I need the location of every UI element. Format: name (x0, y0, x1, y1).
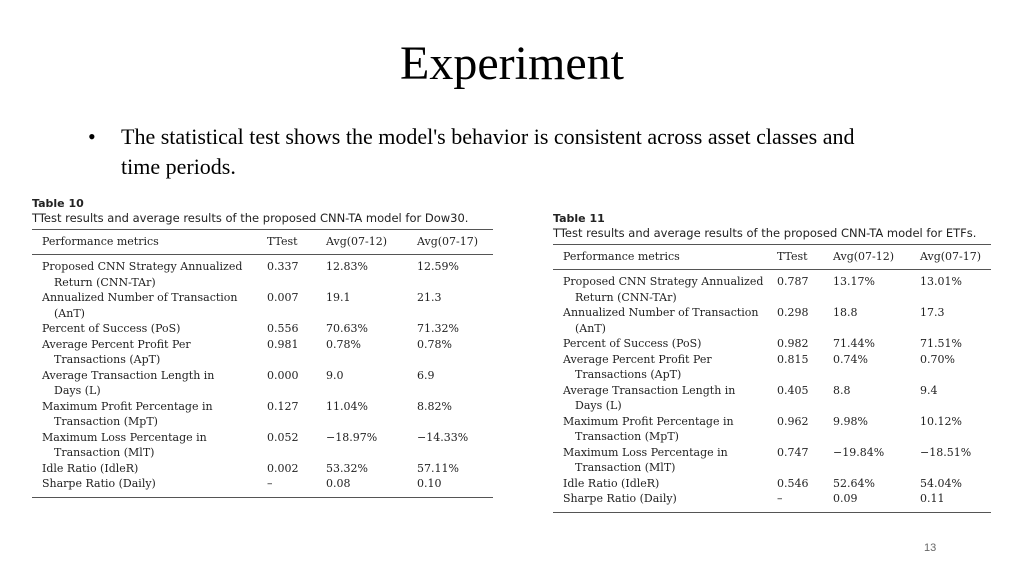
table-row (32, 430, 493, 461)
ttest-cell: 0.052 (267, 430, 299, 444)
avg-07-12-cell: 19.1 (326, 291, 351, 304)
avg-07-12-cell: 0.08 (326, 477, 351, 490)
column-header: Performance metrics (32, 230, 257, 255)
metric-name: Average Transaction Length in (563, 383, 736, 397)
avg-07-17-cell: −14.33% (417, 430, 469, 444)
metric-name: (AnT) (54, 306, 85, 320)
table-row (553, 476, 991, 492)
table-row (32, 399, 493, 430)
metric-name: Transaction (MlT) (54, 446, 155, 459)
avg-07-12-cell: 11.04% (326, 399, 368, 413)
column-header: Avg(07-17) (910, 245, 991, 270)
avg-07-12-cell: −18.97% (326, 430, 378, 444)
metric-cell (32, 461, 257, 477)
table-header-row (553, 245, 991, 270)
metric-name: Annualized Number of Transaction (563, 306, 759, 319)
table-row (553, 352, 991, 383)
table-row (32, 290, 493, 321)
slide-title: Experiment (400, 37, 624, 90)
table-row (32, 461, 493, 477)
table-label: Table 11 (553, 212, 605, 225)
ttest-cell: 0.982 (777, 337, 809, 350)
metric-name: (AnT) (575, 321, 606, 335)
table-row (32, 321, 493, 337)
metric-name: Sharpe Ratio (Daily) (563, 492, 677, 505)
avg-07-12-cell: 71.44% (833, 337, 875, 350)
ttest-cell: 0.127 (267, 399, 299, 413)
ttest-cell: 0.787 (777, 275, 809, 288)
ttest-cell: 0.007 (267, 291, 299, 304)
column-header: TTest (767, 245, 823, 270)
avg-07-17-cell: 54.04% (920, 476, 962, 490)
table-header-row (32, 230, 493, 255)
metric-name: Days (L) (575, 399, 622, 412)
avg-07-17-cell: 9.4 (920, 383, 938, 397)
column-header: Avg(07-12) (823, 245, 910, 270)
metric-name: Sharpe Ratio (Daily) (42, 477, 156, 490)
metric-name: Transaction (MpT) (54, 415, 158, 428)
avg-07-17-cell: 8.82% (417, 399, 452, 413)
ttest-cell: 0.337 (267, 260, 299, 273)
avg-07-17-cell: −18.51% (920, 445, 972, 459)
metric-name: Days (L) (54, 384, 101, 397)
page-number: 13 (924, 542, 937, 554)
table-row (553, 491, 991, 512)
metric-cell (553, 414, 767, 445)
avg-07-17-cell: 0.78% (417, 337, 452, 351)
metric-cell (553, 352, 767, 383)
metric-cell (553, 383, 767, 414)
metric-cell (32, 290, 257, 321)
ttest-cell: 0.556 (267, 322, 299, 335)
metric-name: Return (CNN-TAr) (575, 290, 677, 304)
ttest-cell: 0.962 (777, 414, 809, 428)
column-header: Avg(07-12) (316, 230, 407, 255)
avg-07-17-cell: 0.11 (920, 492, 945, 505)
metric-name: Transactions (ApT) (575, 368, 682, 381)
table-dow30 (32, 197, 493, 498)
avg-07-12-cell: 13.17% (833, 275, 875, 288)
avg-07-12-cell: 0.78% (326, 337, 361, 351)
avg-07-17-cell: 21.3 (417, 291, 442, 304)
metric-cell (553, 476, 767, 492)
results-table (32, 229, 493, 498)
ttest-cell: – (267, 477, 273, 490)
metric-name: Average Transaction Length in (42, 368, 215, 382)
table-row (32, 476, 493, 497)
metric-cell (32, 321, 257, 337)
ttest-cell: 0.405 (777, 383, 809, 397)
avg-07-12-cell: 18.8 (833, 306, 858, 319)
metric-name: Maximum Profit Percentage in (42, 399, 213, 413)
avg-07-17-cell: 57.11% (417, 461, 459, 475)
metric-name: Transactions (ApT) (54, 353, 161, 366)
column-header: TTest (257, 230, 316, 255)
metric-cell (553, 305, 767, 336)
ttest-cell: 0.000 (267, 368, 299, 382)
avg-07-17-cell: 71.51% (920, 337, 962, 350)
avg-07-12-cell: 9.98% (833, 414, 868, 428)
table-row (553, 414, 991, 445)
table-etfs (553, 212, 991, 513)
ttest-cell: 0.815 (777, 352, 809, 366)
column-header: Performance metrics (553, 245, 767, 270)
metric-cell (553, 445, 767, 476)
metric-name: Average Percent Profit Per (563, 352, 712, 366)
avg-07-12-cell: 0.09 (833, 492, 858, 505)
metric-name: Idle Ratio (IdleR) (563, 476, 660, 490)
metric-cell (553, 491, 767, 512)
metric-name: Idle Ratio (IdleR) (42, 461, 139, 475)
table-row (553, 383, 991, 414)
avg-07-12-cell: 9.0 (326, 368, 344, 382)
metric-name: Percent of Success (PoS) (42, 322, 181, 335)
metric-name: Proposed CNN Strategy Annualized (42, 260, 243, 273)
table-row (32, 337, 493, 368)
ttest-cell: 0.747 (777, 445, 809, 459)
metric-cell (32, 368, 257, 399)
metric-name: Transaction (MpT) (575, 430, 679, 443)
avg-07-17-cell: 13.01% (920, 275, 962, 288)
avg-07-12-cell: 53.32% (326, 461, 368, 475)
metric-cell (32, 255, 257, 291)
avg-07-17-cell: 17.3 (920, 306, 945, 319)
metric-cell (32, 399, 257, 430)
table-row (32, 255, 493, 291)
bullet-text: The statistical test shows the model's behavior is consistent across asset classes and time periods. (121, 124, 855, 179)
table-caption: TTest results and average results of the proposed CNN-TA model for Dow30. (32, 211, 469, 225)
metric-cell (32, 337, 257, 368)
ttest-cell: 0.546 (777, 476, 809, 490)
metric-name: Average Percent Profit Per (42, 337, 191, 351)
results-table (553, 244, 991, 513)
table-caption: TTest results and average results of the proposed CNN-TA model for ETFs. (553, 226, 977, 240)
ttest-cell: 0.298 (777, 306, 809, 319)
metric-cell (32, 476, 257, 497)
table-row (553, 445, 991, 476)
metric-cell (32, 430, 257, 461)
metric-name: Proposed CNN Strategy Annualized (563, 275, 764, 288)
avg-07-12-cell: 8.8 (833, 383, 851, 397)
ttest-cell: 0.002 (267, 461, 299, 475)
avg-07-17-cell: 71.32% (417, 322, 459, 335)
table-row (553, 270, 991, 306)
ttest-cell: 0.981 (267, 337, 299, 351)
bullet-dot: • (88, 124, 96, 149)
column-header: Avg(07-17) (407, 230, 493, 255)
metric-name: Percent of Success (PoS) (563, 337, 702, 350)
avg-07-17-cell: 12.59% (417, 260, 459, 273)
table-row (32, 368, 493, 399)
avg-07-12-cell: −19.84% (833, 445, 885, 459)
avg-07-12-cell: 52.64% (833, 476, 875, 490)
avg-07-12-cell: 12.83% (326, 260, 368, 273)
avg-07-17-cell: 0.10 (417, 477, 442, 490)
avg-07-12-cell: 70.63% (326, 322, 368, 335)
metric-name: Maximum Loss Percentage in (42, 430, 207, 444)
avg-07-17-cell: 10.12% (920, 414, 962, 428)
metric-cell (553, 336, 767, 352)
ttest-cell: – (777, 492, 783, 505)
metric-name: Annualized Number of Transaction (42, 291, 238, 304)
table-row (553, 336, 991, 352)
avg-07-17-cell: 0.70% (920, 352, 955, 366)
table-row (553, 305, 991, 336)
metric-name: Maximum Profit Percentage in (563, 414, 734, 428)
avg-07-17-cell: 6.9 (417, 368, 435, 382)
avg-07-12-cell: 0.74% (833, 352, 868, 366)
metric-cell (553, 270, 767, 306)
metric-name: Return (CNN-TAr) (54, 275, 156, 289)
bullet-point (88, 122, 888, 182)
table-label: Table 10 (32, 197, 84, 210)
metric-name: Transaction (MlT) (575, 461, 676, 474)
metric-name: Maximum Loss Percentage in (563, 445, 728, 459)
